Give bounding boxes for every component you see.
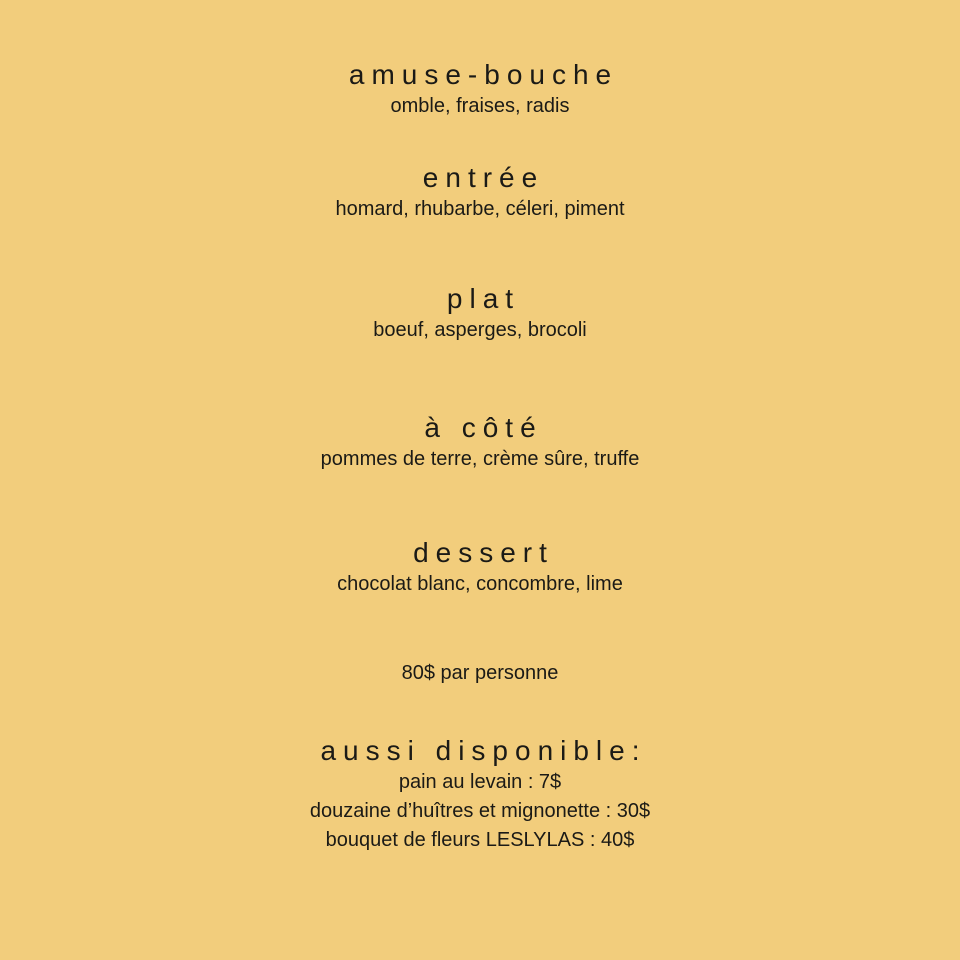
course-title: entrée — [422, 162, 545, 193]
course-entree — [0, 161, 960, 224]
course-ingredients: homard, rhubarbe, céleri, piment — [335, 198, 625, 220]
price-per-person: 80$ par personne — [401, 662, 559, 684]
course-ingredients: chocolat blanc, concombre, lime — [337, 573, 623, 595]
course-title: amuse-bouche — [348, 59, 619, 90]
course-title: dessert — [413, 537, 554, 568]
course-title: plat — [446, 283, 521, 314]
extras-item: bouquet de fleurs LESLYLAS : 40$ — [325, 829, 635, 851]
course-ingredients: pommes de terre, crème sûre, truffe — [320, 448, 640, 470]
extras-item: douzaine d’huîtres et mignonette : 30$ — [309, 800, 651, 822]
course-title: à côté — [424, 412, 543, 443]
course-dessert — [0, 536, 960, 599]
extras-title: aussi disponible: — [320, 735, 647, 766]
course-a-cote — [0, 411, 960, 474]
extras-section — [0, 734, 960, 855]
course-amuse-bouche — [0, 58, 960, 121]
extras-item: pain au levain : 7$ — [398, 771, 562, 793]
course-ingredients: boeuf, asperges, brocoli — [373, 319, 587, 341]
course-ingredients: omble, fraises, radis — [390, 95, 570, 117]
course-plat — [0, 282, 960, 345]
